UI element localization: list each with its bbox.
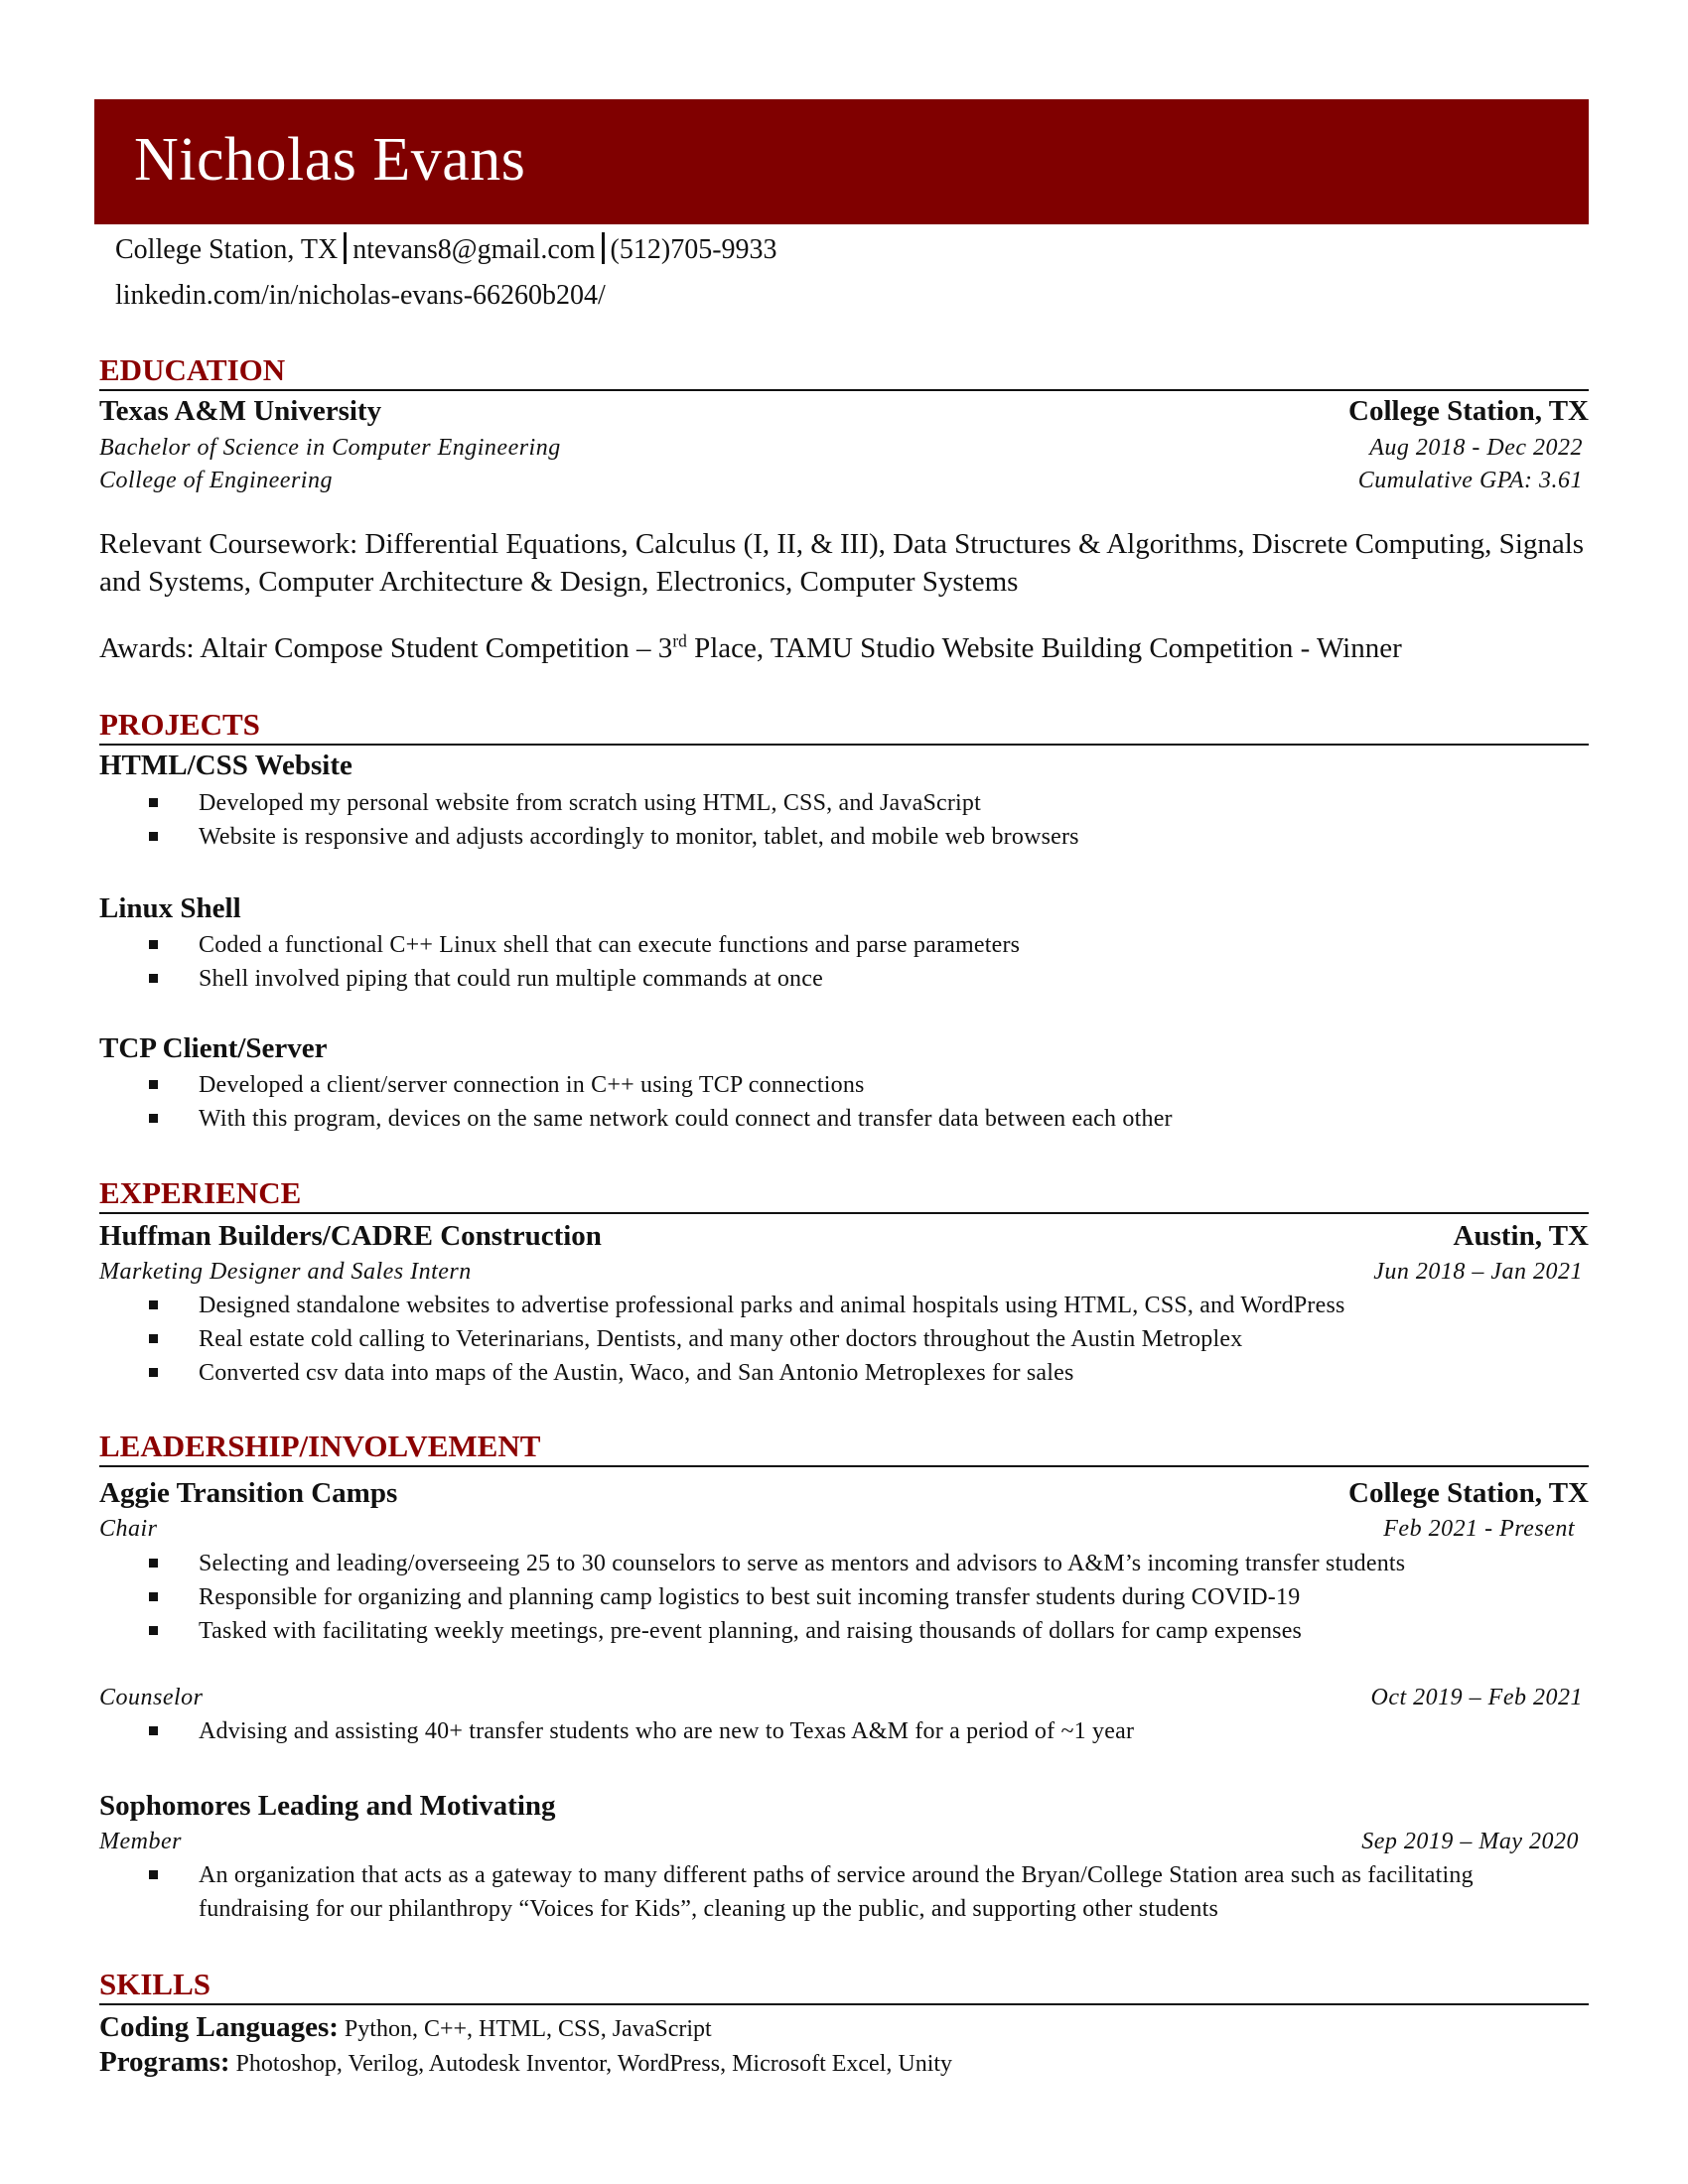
list-item: Developed my personal website from scratch using HTML, CSS, and JavaScript: [149, 786, 1579, 820]
experience-heading: EXPERIENCE: [99, 1176, 1589, 1214]
org-name: Aggie Transition Camps: [99, 1477, 398, 1509]
project-title: HTML/CSS Website: [99, 750, 352, 781]
list-item: An organization that acts as a gateway to many different paths of service around the Bryan/College Station area such as facilitating fundraising for our philanthropy “Voices for Kids”, cleaning up the public, and supporting other students: [149, 1858, 1539, 1926]
college: College of Engineering: [99, 468, 333, 493]
org-name: Sophomores Leading and Motivating: [99, 1790, 556, 1822]
org-role-row: [99, 1827, 1589, 1856]
company-location: Austin, TX: [1453, 1220, 1589, 1252]
skill-languages: Coding Languages: Python, C++, HTML, CSS, JavaScript: [99, 2011, 712, 2043]
linkedin-link[interactable]: linkedin.com/in/nicholas-evans-66260b204/: [115, 280, 606, 311]
org-location: College Station, TX: [1348, 1477, 1589, 1509]
contact-line: [115, 232, 777, 268]
role: Member: [99, 1829, 182, 1854]
experience-bullets: [149, 1289, 1579, 1390]
org-role-row: [99, 1514, 1589, 1544]
location: College Station, TX: [115, 234, 339, 265]
leadership-bullets: [149, 1547, 1579, 1648]
school-name: Texas A&M University: [99, 395, 382, 427]
list-item: With this program, devices on the same network could connect and transfer data between each other: [149, 1102, 1579, 1136]
org-role-row: [99, 1683, 1589, 1712]
project-title: TCP Client/Server: [99, 1032, 328, 1064]
project-title: Linux Shell: [99, 892, 241, 924]
coursework: Relevant Coursework: Differential Equations, Calculus (I, II, & III), Data Structures & Algorithms, Discrete Computing, Signals and Systems, Computer Architecture & Design, Electronics, Computer Systems: [99, 528, 1585, 598]
college-row: [99, 466, 1589, 495]
degree-row: [99, 433, 1589, 463]
role-dates: Sep 2019 – May 2020: [1361, 1829, 1579, 1854]
awards: Awards: Altair Compose Student Competition – 3rd Place, TAMU Studio Website Building Competition - Winner: [99, 630, 1402, 664]
phone[interactable]: (512)705-9933: [610, 234, 777, 265]
leadership-bullets: [149, 1714, 1579, 1748]
list-item: Advising and assisting 40+ transfer students who are new to Texas A&M for a period of ~1 year: [149, 1714, 1579, 1748]
list-item: Tasked with facilitating weekly meetings, pre-event planning, and raising thousands of dollars for camp expenses: [149, 1614, 1579, 1648]
degree-dates: Aug 2018 - Dec 2022: [1369, 435, 1583, 461]
role: Marketing Designer and Sales Intern: [99, 1259, 472, 1285]
list-item: Developed a client/server connection in C++ using TCP connections: [149, 1068, 1579, 1102]
email[interactable]: ntevans8@gmail.com: [352, 234, 596, 265]
role: Chair: [99, 1516, 158, 1542]
name-banner: [94, 99, 1589, 224]
company-name: Huffman Builders/CADRE Construction: [99, 1220, 602, 1252]
project-bullets: [149, 786, 1579, 854]
list-item: Shell involved piping that could run multiple commands at once: [149, 962, 1579, 996]
list-item: Designed standalone websites to advertise professional parks and animal hospitals using HTML, CSS, and WordPress: [149, 1289, 1579, 1322]
full-name: Nicholas Evans: [134, 126, 526, 194]
list-item: Responsible for organizing and planning camp logistics to best suit incoming transfer students during COVID-19: [149, 1580, 1579, 1614]
leadership-heading: LEADERSHIP/INVOLVEMENT: [99, 1430, 1589, 1467]
gpa: Cumulative GPA: 3.61: [1357, 468, 1583, 493]
separator: [602, 232, 605, 264]
project-bullets: [149, 928, 1579, 996]
list-item: Real estate cold calling to Veterinarians, Dentists, and many other doctors throughout the Austin Metroplex: [149, 1322, 1579, 1356]
projects-heading: PROJECTS: [99, 708, 1589, 746]
org-row: [99, 1476, 1589, 1510]
list-item: Selecting and leading/overseeing 25 to 30 counselors to serve as mentors and advisors to A&M’s incoming transfer students: [149, 1547, 1579, 1580]
experience-company-row: [99, 1219, 1589, 1253]
separator: [344, 232, 347, 264]
skills-heading: SKILLS: [99, 1968, 1589, 2005]
role-dates: Oct 2019 – Feb 2021: [1370, 1685, 1583, 1710]
skill-programs: Programs: Photoshop, Verilog, Autodesk Inventor, WordPress, Microsoft Excel, Unity: [99, 2046, 953, 2078]
experience-role-row: [99, 1257, 1589, 1287]
role-dates: Feb 2021 - Present: [1383, 1516, 1575, 1542]
list-item: Website is responsive and adjusts accordingly to monitor, tablet, and mobile web browsers: [149, 820, 1579, 854]
education-school-row: [99, 394, 1589, 428]
degree: Bachelor of Science in Computer Engineering: [99, 435, 561, 461]
role-dates: Jun 2018 – Jan 2021: [1373, 1259, 1583, 1285]
school-location: College Station, TX: [1348, 395, 1589, 427]
leadership-bullets: [149, 1858, 1539, 1926]
list-item: Coded a functional C++ Linux shell that can execute functions and parse parameters: [149, 928, 1579, 962]
role: Counselor: [99, 1685, 204, 1710]
education-heading: EDUCATION: [99, 353, 1589, 391]
project-bullets: [149, 1068, 1579, 1136]
list-item: Converted csv data into maps of the Austin, Waco, and San Antonio Metroplexes for sales: [149, 1356, 1579, 1390]
